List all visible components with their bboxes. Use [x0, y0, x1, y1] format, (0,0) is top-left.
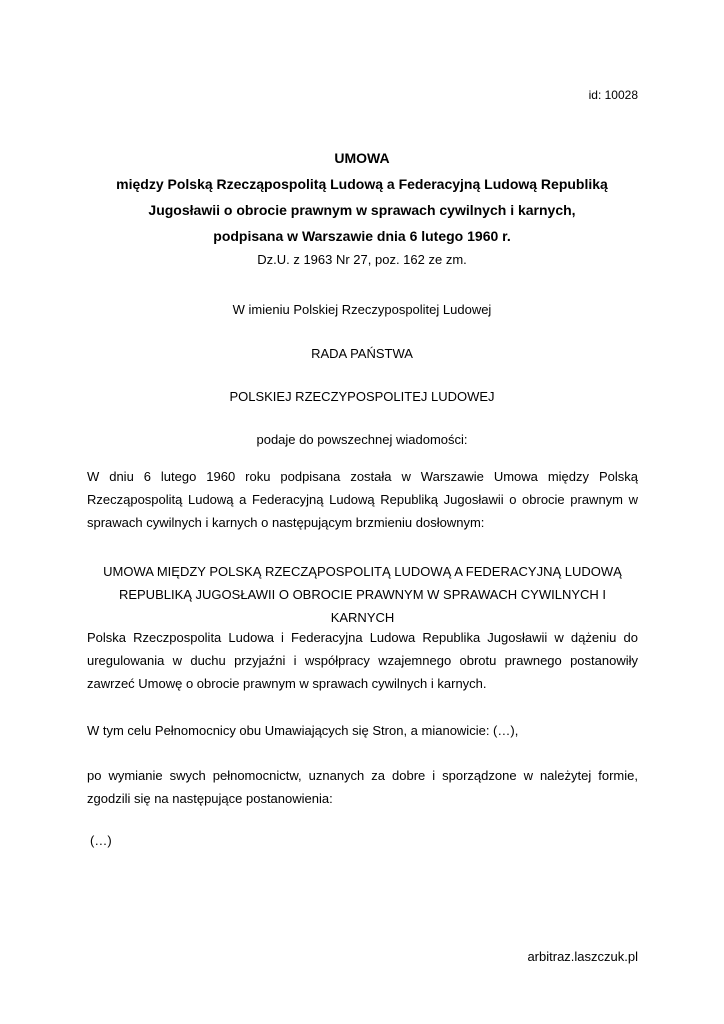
footer-site: arbitraz.laszczuk.pl: [527, 949, 638, 964]
agreement-title-line-2: REPUBLIKĄ JUGOSŁAWII O OBROCIE PRAWNYM W SPRAWACH CYWILNYCH I KARNYCH: [118, 587, 607, 625]
document-title-block: [60, 145, 664, 271]
paragraph-signing: W dniu 6 lutego 1960 roku podpisana została w Warszawie Umowa między Polską Rzecząpospolitą Ludową a Federacyjną Ludową Republiką Jugosławii o obrocie prawnym w sprawach cywilnych i karnych o następującym brzmieniu dosłownym:: [87, 469, 638, 530]
title-line-2: Jugosławii o obrocie prawnym w sprawach cywilnych i karnych,: [148, 202, 576, 218]
title-line-1: między Polską Rzecząpospolitą Ludową a Federacyjną Ludową Republiką: [116, 176, 608, 192]
paragraph-intent: Polska Rzeczpospolita Ludowa i Federacyjna Ludowa Republika Jugosławii w dążeniu do uregulowania w duchu przyjaźni i współpracy wzajemnego obrotu prawnego postanowiły zawrzeć Umowę o obrocie prawnym w sprawach cywilnych i karnych.: [87, 630, 638, 691]
title-heading: UMOWA: [334, 150, 390, 166]
preamble-in-name: W imieniu Polskiej Rzeczypospolitej Ludowej: [232, 302, 492, 317]
agreement-title-line-1: UMOWA MIĘDZY POLSKĄ RZECZĄPOSPOLITĄ LUDOWĄ A FEDERACYJNĄ LUDOWĄ: [103, 564, 622, 579]
preamble-announces: podaje do powszechnej wiadomości:: [256, 432, 468, 447]
title-line-3: podpisana w Warszawie dnia 6 lutego 1960 r.: [213, 228, 511, 244]
agreement-title: [87, 560, 638, 629]
journal-reference: Dz.U. z 1963 Nr 27, poz. 162 ze zm.: [257, 252, 467, 267]
preamble-republic: POLSKIEJ RZECZYPOSPOLITEJ LUDOWEJ: [229, 389, 495, 404]
paragraph-plenipotentiaries: W tym celu Pełnomocnicy obu Umawiających się Stron, a mianowicie: (…),: [87, 723, 519, 738]
preamble-council: RADA PAŃSTWA: [311, 346, 413, 361]
paragraph-ellipsis: (…): [90, 833, 112, 848]
paragraph-exchange: po wymianie swych pełnomocnictw, uznanych za dobre i sporządzone w należytej formie, zgodzili się na następujące postanowienia:: [87, 768, 638, 806]
document-id: id: 10028: [588, 88, 638, 102]
